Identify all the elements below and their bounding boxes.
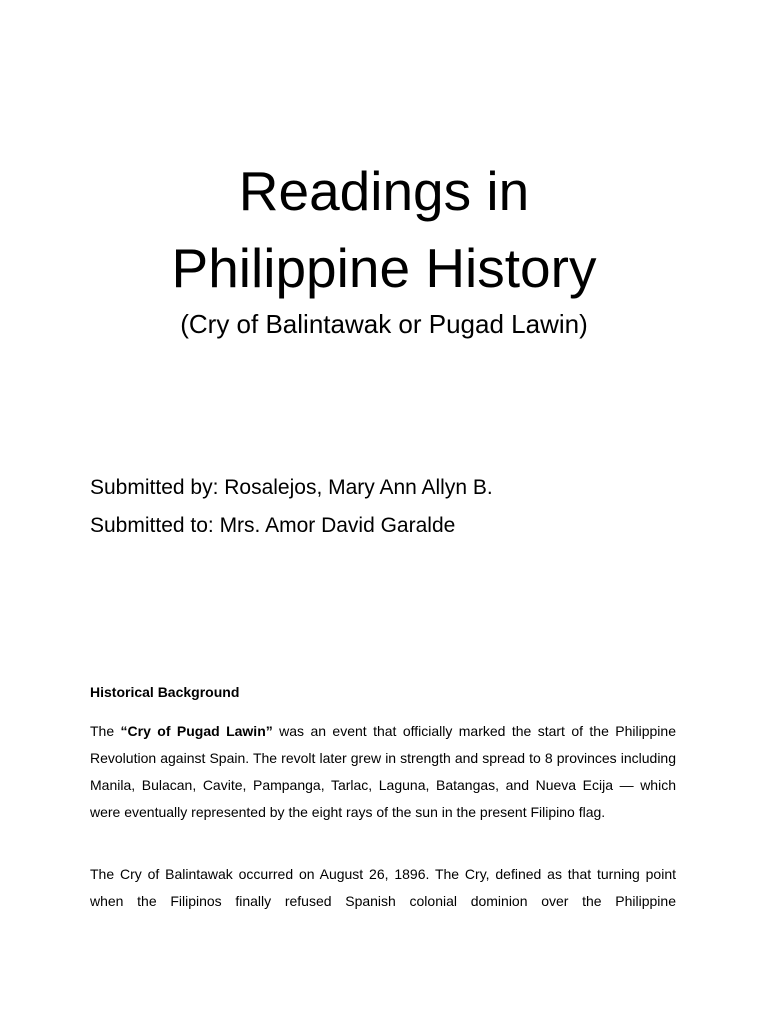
document-title-line-2: Philippine History (171, 237, 597, 299)
section-heading: Historical Background (90, 684, 240, 700)
paragraph-1 (90, 718, 676, 826)
document-title-line-1: Readings in (238, 160, 530, 222)
paragraph-1-rest: was an event that officially marked the start of the Philippine Revolution against Spain. The revolt later grew in strength and spread to 8 provinces including Manila, Bulacan, Cavite, Pampanga, Tarlac, Laguna, Batangas, and Nueva Ecija — which were eventually represented by the eight rays of the sun in the present Filipino flag. (90, 723, 676, 820)
paragraph-1-lead: The (90, 723, 121, 739)
submitted-by: Submitted by: Rosalejos, Mary Ann Allyn B. (90, 476, 493, 499)
submitted-to: Submitted to: Mrs. Amor David Garalde (90, 514, 456, 537)
paragraph-1-bold-term: “Cry of Pugad Lawin” (120, 723, 273, 739)
paragraph-2 (90, 861, 676, 915)
paragraph-2-text: The Cry of Balintawak occurred on August 26, 1896. The Cry, defined as that turning point when the Filipinos finally refused Spanish colonial dominion over the Philippine (90, 866, 676, 909)
document-subtitle: (Cry of Balintawak or Pugad Lawin) (180, 309, 588, 339)
